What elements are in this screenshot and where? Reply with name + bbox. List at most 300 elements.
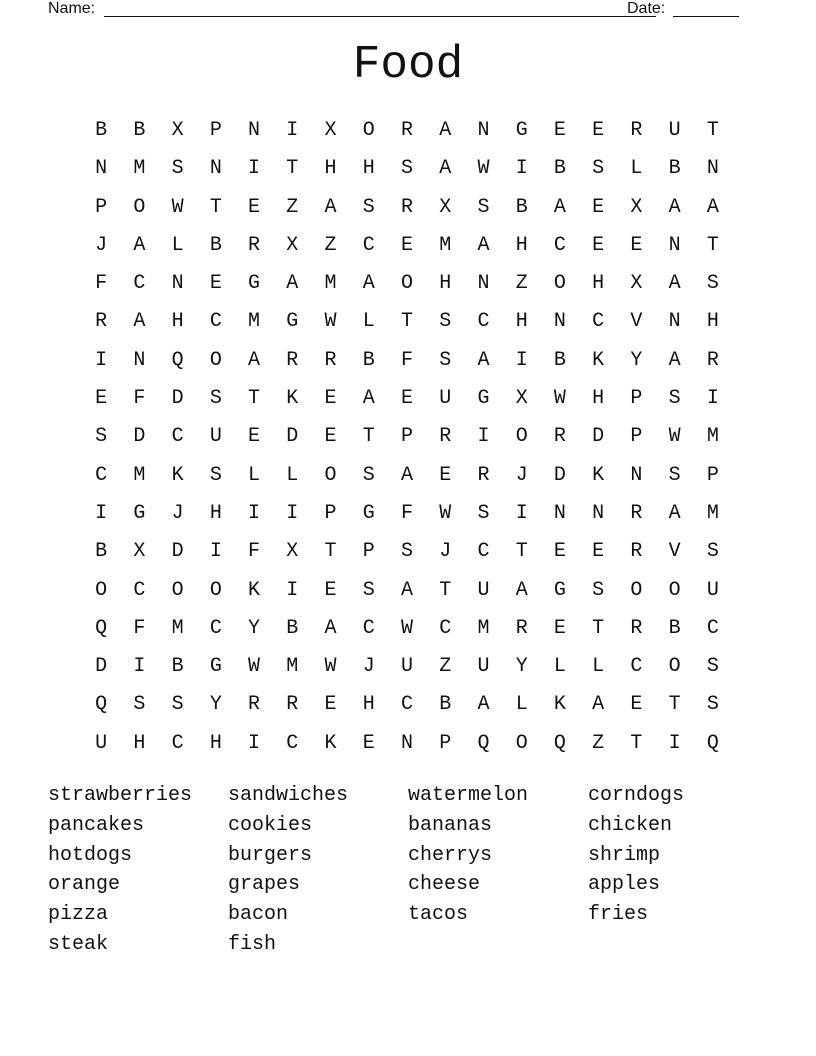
grid-letter: Z (515, 272, 528, 296)
grid-letter: H (209, 501, 222, 525)
grid-letter: S (706, 655, 719, 679)
grid-letter: N (553, 310, 566, 334)
grid-letter: X (439, 195, 452, 219)
grid-letter: S (477, 501, 490, 525)
grid-letter: G (209, 655, 222, 679)
grid-row (82, 380, 732, 418)
grid-letter: S (95, 425, 108, 449)
grid-letter: H (515, 310, 528, 334)
grid-letter: E (324, 425, 337, 449)
word-list-item: apples (588, 873, 661, 897)
date-label: Date: (627, 0, 666, 17)
grid-letter: T (400, 310, 413, 334)
grid-letter: R (248, 233, 261, 257)
grid-letter: X (133, 540, 146, 564)
grid-letter: R (400, 195, 413, 219)
grid-letter: V (668, 540, 681, 564)
grid-letter: S (400, 157, 413, 181)
grid-letter: D (171, 540, 184, 564)
grid-letter: Z (592, 731, 605, 755)
word-list-item: sandwiches (228, 784, 349, 807)
grid-letter: E (630, 233, 643, 257)
grid-letter: M (171, 616, 184, 640)
grid-letter: G (553, 578, 566, 602)
grid-letter: L (171, 233, 184, 257)
grid-letter: S (171, 157, 184, 181)
grid-letter: R (324, 348, 337, 372)
grid-letter: O (668, 655, 681, 679)
grid-letter: P (209, 119, 222, 142)
grid-row (82, 265, 732, 303)
grid-row (82, 342, 732, 380)
grid-letter: K (324, 731, 337, 755)
grid-letter: O (515, 731, 528, 755)
grid-row (82, 150, 732, 188)
grid-letter: C (400, 693, 413, 717)
grid-letter: F (133, 616, 146, 640)
grid-letter: E (324, 578, 337, 602)
grid-letter: D (171, 387, 184, 411)
grid-letter: U (95, 731, 108, 755)
grid-letter: M (324, 272, 337, 296)
grid-letter: E (592, 233, 605, 257)
grid-letter: Q (95, 616, 108, 640)
grid-letter: O (362, 119, 375, 142)
grid-letter: U (439, 387, 452, 411)
grid-letter: N (477, 119, 490, 142)
grid-letter: O (171, 578, 184, 602)
grid-row (82, 227, 732, 265)
grid-letter: S (706, 540, 719, 564)
grid-letter: M (477, 616, 490, 640)
grid-letter: E (248, 425, 261, 449)
grid-row (82, 533, 732, 571)
grid-letter: E (400, 387, 413, 411)
grid-letter: L (286, 463, 299, 487)
grid-letter: J (515, 463, 528, 487)
grid-row (82, 725, 732, 763)
grid-letter: H (209, 731, 222, 755)
grid-letter: W (553, 387, 566, 411)
grid-letter: R (95, 310, 108, 334)
grid-letter: D (133, 425, 146, 449)
word-list-item: bananas (408, 813, 493, 837)
grid-letter: N (668, 310, 681, 334)
grid-letter: Q (95, 693, 108, 717)
word-list-item: burgers (228, 843, 313, 867)
grid-letter: Y (209, 693, 222, 717)
grid-letter: R (515, 616, 528, 640)
grid-letter: C (209, 616, 222, 640)
grid-letter: O (209, 348, 222, 372)
word-list-item: corndogs (588, 784, 685, 807)
grid-letter: C (630, 655, 643, 679)
grid-letter: B (515, 195, 528, 219)
grid-letter: N (95, 157, 108, 181)
grid-letter: B (133, 119, 146, 142)
grid-letter: F (248, 540, 261, 564)
word-list-item: pancakes (48, 813, 145, 837)
grid-letter: V (630, 310, 643, 334)
grid-letter: Z (286, 195, 299, 219)
grid-letter: C (362, 616, 375, 640)
grid-letter: E (362, 731, 375, 755)
grid-letter: N (400, 731, 413, 755)
grid-letter: S (133, 693, 146, 717)
word-list-item: pizza (48, 903, 109, 927)
grid-letter: I (477, 425, 490, 449)
grid-letter: O (668, 578, 681, 602)
grid-letter: P (400, 425, 413, 449)
grid-letter: J (439, 540, 452, 564)
grid-letter: M (439, 233, 452, 257)
grid-row (82, 610, 732, 648)
grid-letter: H (706, 310, 719, 334)
grid-letter: A (362, 272, 375, 296)
page-title: Food (352, 39, 464, 91)
grid-letter: S (477, 195, 490, 219)
grid-letter: A (515, 578, 528, 602)
grid-letter: Y (630, 348, 643, 372)
word-list-item: cherrys (408, 843, 493, 867)
grid-letter: R (286, 693, 299, 717)
grid-letter: E (553, 616, 566, 640)
grid-letter: C (171, 425, 184, 449)
name-blank-line (104, 0, 656, 17)
grid-letter: O (209, 578, 222, 602)
grid-letter: K (171, 463, 184, 487)
grid-letter: O (553, 272, 566, 296)
grid-letter: T (668, 693, 681, 717)
grid-letter: H (592, 387, 605, 411)
grid-letter: M (248, 310, 261, 334)
grid-letter: N (133, 348, 146, 372)
grid-row (82, 648, 732, 686)
grid-letter: A (553, 195, 566, 219)
grid-row (82, 572, 732, 610)
grid-letter: R (248, 693, 261, 717)
grid-letter: I (515, 501, 528, 525)
grid-letter: E (630, 693, 643, 717)
grid-letter: A (400, 578, 413, 602)
grid-letter: O (133, 195, 146, 219)
grid-letter: L (362, 310, 375, 334)
grid-letter: F (400, 348, 413, 372)
grid-letter: B (439, 693, 452, 717)
grid-letter: H (362, 693, 375, 717)
grid-letter: B (209, 233, 222, 257)
date-blank-line (673, 0, 739, 17)
grid-letter: E (553, 540, 566, 564)
grid-letter: S (439, 348, 452, 372)
grid-letter: R (630, 616, 643, 640)
grid-letter: A (592, 693, 605, 717)
grid-letter: N (630, 463, 643, 487)
grid-letter: E (592, 119, 605, 142)
grid-letter: W (400, 616, 413, 640)
grid-letter: D (592, 425, 605, 449)
grid-letter: C (477, 540, 490, 564)
grid-letter: W (668, 425, 681, 449)
grid-letter: A (477, 348, 490, 372)
grid-letter: I (515, 157, 528, 181)
grid-letter: H (515, 233, 528, 257)
grid-letter: G (248, 272, 261, 296)
grid-letter: X (286, 540, 299, 564)
grid-letter: U (209, 425, 222, 449)
grid-letter: C (286, 731, 299, 755)
grid-letter: S (362, 195, 375, 219)
grid-letter: I (95, 501, 108, 525)
grid-letter: E (592, 540, 605, 564)
grid-letter: X (630, 272, 643, 296)
grid-letter: S (171, 693, 184, 717)
grid-letter: I (286, 119, 299, 142)
grid-letter: R (706, 348, 719, 372)
word-list-item: bacon (228, 903, 289, 927)
grid-letter: C (439, 616, 452, 640)
grid-letter: A (286, 272, 299, 296)
word-list-item: grapes (228, 873, 301, 897)
grid-letter: C (477, 310, 490, 334)
grid-letter: X (630, 195, 643, 219)
grid-letter: Z (439, 655, 452, 679)
grid-letter: T (439, 578, 452, 602)
grid-letter: F (95, 272, 108, 296)
grid-letter: A (248, 348, 261, 372)
grid-letter: Q (553, 731, 566, 755)
grid-letter: E (400, 233, 413, 257)
grid-letter: I (286, 501, 299, 525)
grid-letter: X (286, 233, 299, 257)
grid-letter: N (209, 157, 222, 181)
grid-letter: G (477, 387, 490, 411)
grid-letter: K (592, 463, 605, 487)
grid-letter: U (477, 578, 490, 602)
grid-letter: T (248, 387, 261, 411)
word-list-item: shrimp (588, 843, 661, 867)
grid-letter: A (477, 693, 490, 717)
grid-letter: S (668, 387, 681, 411)
grid-letter: A (477, 233, 490, 257)
grid-letter: E (439, 463, 452, 487)
grid-letter: P (706, 463, 719, 487)
grid-letter: N (248, 119, 261, 142)
grid-letter: S (362, 463, 375, 487)
grid-letter: U (668, 119, 681, 142)
grid-letter: W (439, 501, 452, 525)
grid-letter: E (248, 195, 261, 219)
grid-letter: E (324, 387, 337, 411)
grid-letter: M (286, 655, 299, 679)
grid-letter: X (171, 119, 184, 142)
word-search-grid (82, 112, 732, 763)
grid-letter: K (248, 578, 261, 602)
grid-letter: T (324, 540, 337, 564)
grid-letter: I (515, 348, 528, 372)
grid-letter: M (133, 157, 146, 181)
grid-letter: T (286, 157, 299, 181)
grid-letter: A (133, 233, 146, 257)
grid-letter: O (400, 272, 413, 296)
grid-letter: N (171, 272, 184, 296)
grid-letter: R (553, 425, 566, 449)
header (48, 0, 748, 20)
grid-row (82, 303, 732, 341)
grid-letter: I (248, 157, 261, 181)
grid-letter: C (133, 578, 146, 602)
word-list-item: steak (48, 932, 109, 956)
grid-letter: A (439, 119, 452, 142)
grid-letter: K (286, 387, 299, 411)
grid-letter: B (668, 157, 681, 181)
grid-letter: T (209, 195, 222, 219)
grid-letter: T (362, 425, 375, 449)
grid-letter: W (477, 157, 490, 181)
grid-letter: T (706, 119, 719, 142)
grid-letter: S (400, 540, 413, 564)
grid-letter: R (630, 119, 643, 142)
grid-letter: A (133, 310, 146, 334)
grid-letter: O (324, 463, 337, 487)
grid-letter: H (592, 272, 605, 296)
word-list-item: fish (228, 932, 277, 956)
grid-letter: I (706, 387, 719, 411)
grid-letter: E (209, 272, 222, 296)
grid-letter: R (630, 540, 643, 564)
grid-letter: F (133, 387, 146, 411)
grid-letter: L (553, 655, 566, 679)
grid-letter: E (592, 195, 605, 219)
grid-letter: M (706, 425, 719, 449)
grid-letter: P (362, 540, 375, 564)
grid-letter: S (209, 387, 222, 411)
grid-letter: H (171, 310, 184, 334)
grid-letter: C (706, 616, 719, 640)
grid-letter: P (439, 731, 452, 755)
grid-letter: U (706, 578, 719, 602)
word-list-item: cheese (408, 873, 481, 897)
word-list-item: fries (588, 903, 649, 927)
grid-letter: A (362, 387, 375, 411)
grid-letter: B (668, 616, 681, 640)
grid-letter: U (400, 655, 413, 679)
grid-letter: S (592, 157, 605, 181)
grid-letter: R (630, 501, 643, 525)
grid-letter: A (324, 616, 337, 640)
grid-letter: G (133, 501, 146, 525)
grid-letter: N (477, 272, 490, 296)
grid-letter: B (553, 157, 566, 181)
grid-row (82, 112, 732, 150)
grid-letter: L (592, 655, 605, 679)
grid-letter: G (286, 310, 299, 334)
grid-letter: P (324, 501, 337, 525)
grid-letter: W (248, 655, 261, 679)
grid-letter: T (706, 233, 719, 257)
grid-row (82, 418, 732, 456)
grid-letter: N (668, 233, 681, 257)
grid-letter: O (95, 578, 108, 602)
grid-letter: W (324, 655, 337, 679)
grid-letter: J (95, 233, 108, 257)
grid-letter: C (553, 233, 566, 257)
grid-letter: H (133, 731, 146, 755)
grid-letter: O (630, 578, 643, 602)
grid-letter: S (362, 578, 375, 602)
grid-letter: G (362, 501, 375, 525)
grid-letter: L (630, 157, 643, 181)
grid-letter: Q (706, 731, 719, 755)
grid-letter: E (553, 119, 566, 142)
grid-letter: A (706, 195, 719, 219)
grid-row (82, 686, 732, 724)
word-list-item: chicken (588, 813, 673, 837)
word-list-item: cookies (228, 813, 313, 837)
grid-letter: P (630, 387, 643, 411)
grid-letter: J (362, 655, 375, 679)
grid-letter: B (171, 655, 184, 679)
grid-letter: O (515, 425, 528, 449)
grid-letter: I (209, 540, 222, 564)
grid-letter: D (95, 655, 108, 679)
grid-letter: R (477, 463, 490, 487)
word-list-item: watermelon (408, 784, 529, 807)
grid-letter: Q (477, 731, 490, 755)
grid-letter: A (324, 195, 337, 219)
grid-letter: S (592, 578, 605, 602)
grid-letter: I (248, 731, 261, 755)
grid-letter: B (286, 616, 299, 640)
grid-letter: R (439, 425, 452, 449)
grid-letter: Z (324, 233, 337, 257)
grid-letter: I (95, 348, 108, 372)
grid-letter: A (668, 501, 681, 525)
grid-letter: I (668, 731, 681, 755)
grid-letter: B (553, 348, 566, 372)
grid-letter: W (324, 310, 337, 334)
word-list-item: hotdogs (48, 843, 133, 867)
grid-letter: A (400, 463, 413, 487)
grid-letter: A (668, 348, 681, 372)
grid-row (82, 189, 732, 227)
grid-letter: C (95, 463, 108, 487)
grid-letter: F (400, 501, 413, 525)
grid-letter: A (439, 157, 452, 181)
grid-letter: C (133, 272, 146, 296)
grid-letter: R (400, 119, 413, 142)
grid-letter: J (171, 501, 184, 525)
grid-letter: B (95, 119, 108, 142)
grid-letter: T (592, 616, 605, 640)
grid-letter: C (592, 310, 605, 334)
grid-letter: S (439, 310, 452, 334)
grid-letter: L (515, 693, 528, 717)
grid-letter: U (477, 655, 490, 679)
word-list-item: strawberries (48, 784, 193, 807)
grid-letter: S (706, 272, 719, 296)
grid-letter: T (630, 731, 643, 755)
grid-letter: Y (248, 616, 261, 640)
grid-letter: S (668, 463, 681, 487)
grid-letter: A (668, 195, 681, 219)
word-list-item: orange (48, 873, 121, 897)
grid-letter: K (592, 348, 605, 372)
grid-letter: G (515, 119, 528, 142)
grid-letter: L (248, 463, 261, 487)
grid-letter: I (248, 501, 261, 525)
name-label: Name: (48, 0, 96, 17)
